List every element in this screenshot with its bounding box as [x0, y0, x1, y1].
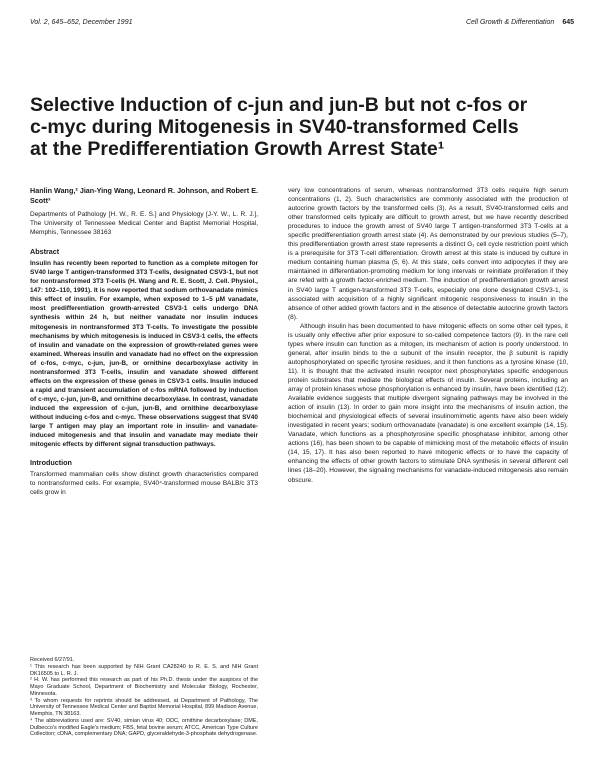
footnote-4: ⁴ The abbreviations used are: SV40, simian virus 40; ODC, ornithine decarboxylase; DME, Dulbecco's modified Eagle's medium; FBS, fetal bovine serum; ATCC, American Type Culture Collection; cDNA, complementary DNA; GAPD, glyceraldehyde-3-phosphate dehydrogenase.: [30, 717, 258, 738]
journal-citation: Vol. 2, 645–652, December 1991: [30, 19, 133, 26]
footnote-2: ² H. W. has performed this research as part of his Ph.D. thesis under the auspices of the Mayo Graduate School, Department of Biochemistry and Molecular Biology, Rochester, Minnesota.: [30, 677, 258, 697]
right-column: [288, 186, 568, 485]
left-column: [30, 186, 258, 497]
page-number: 645: [562, 19, 574, 26]
footnote-received: Received 6/27/91.: [30, 657, 75, 663]
abstract-heading: Abstract: [30, 247, 60, 257]
body-paragraph-2: Although insulin has been documented to have mitogenic effects on some other cell types, it is usually only effective after prior exposure to so-called competence factors (9). In the rare cell types where insulin can function as a mitogen, its mechanism of action is poorly understood. In general, after insulin binds to the α subunit of the insulin receptor, the β subunit is rapidly autophosphorylated on specific tyrosine residues, and it then functions as a tyrosine kinase (10, 11). It is thought that the activated insulin receptor next phosphorylates specific endogenous protein substrates that mediate the biological effects of insulin. Several proteins, including an array of protein kinases whose phosphorylation is enhanced by insulin, have been identified (12). Available evidence suggests that multiple divergent signaling pathways may be involved in the action of insulin (13). In order to gain more insight into the mechanisms of insulin action, the biochemical and physiological effects of several insulinomimetic agents have also been widely investigated in recent years; sodium orthovanadate (vanadate) is one excellent example (14, 15). Vanadate, which functions as a phosphotyrosine specific phosphatase inhibitor, among other actions (16), has been shown to be capable of mimicking most of the metabolic effects of insulin (14, 15, 17). It has also been reported to have mitogenic effects or to have the capacity of enhancing the effects of other growth factors to stimulate DNA synthesis in several different cell lines (18–20). However, the signaling mechanisms for vanadate-induced mitogenesis also remain obscure.: [288, 322, 568, 484]
article-title: Selective Induction of c-jun and jun-B but not c-fos or c-myc during Mitogenesis in SV40-transformed Cells at the Predifferentiation Growth Arrest State¹: [30, 94, 528, 160]
journal-name-and-page: [466, 19, 574, 26]
introduction-heading: Introduction: [30, 458, 72, 468]
author-affiliation: Departments of Pathology [H. W., R. E. S.] and Physiology [J-Y. W., L. R. J.], The University of Tennessee Medical Center and Baptist Memorial Hospital, Memphis, Tennessee 38163: [30, 211, 258, 237]
author-list: Hanlin Wang,² Jian-Ying Wang, Leonard R. Johnson, and Robert E. Scott³: [30, 186, 258, 205]
footnote-3: ³ To whom requests for reprints should be addressed, at Department of Pathology, The University of Tennessee Medical Center and Baptist Memorial Hospital, 899 Madison Avenue, Memphis, TN 38163.: [30, 697, 258, 717]
footnote-1: ¹ This research has been supported by NIH Grant CA28240 to R. E. S. and NIH Grant DK16505 to L. R. J.: [30, 663, 258, 677]
body-paragraph-1: very low concentrations of serum, whereas nontransformed 3T3 cells require high serum concentrations (1, 2). Such characteristics are commonly associated with the production of autocrine growth factors by the transformed cells (3). As a result, SV40-transformed cells and other transformed cells typically are difficult to growth arrest, but we have recently described procedures to induce the growth arrest of SV40 large T antigen-transformed 3T3 T-cells at a specific predifferentiation growth arrest state (4). As demonstrated by our previous studies (5–7), this predifferentiation growth arrest state represents a distinct G₁ cell cycle restriction point which is a prerequisite for 3T3 T-cell differentiation. Growth arrest at this state is induced by culture in medium containing human plasma (5, 6). At this state, cells convert into adipocytes if they are maintained in differentiation-promoting medium for long intervals or reinitiate proliferation if they are refed with a growth factor-enriched medium. The induction of predifferentiation growth arrest in SV40 large T antigen-transformed 3T3 T-cells, especially one clone designated CSV3-1, is associated with acquisition of a highly significant mitogenic responsiveness to insulin in the absence of other added growth factors and in the absence of detectable autocrine growth factors (8).: [288, 187, 568, 321]
footnotes: [30, 657, 258, 738]
journal-name: Cell Growth & Differentiation: [465, 19, 555, 26]
introduction-paragraph: Transformed mammalian cells show distinct growth characteristics compared to nontransformed cells. For example, SV40⁴-transformed mouse BALB/c 3T3 cells grow in: [30, 471, 258, 497]
abstract-text: Insulin has recently been reported to function as a complete mitogen for SV40 large T antigen-transformed 3T3 T-cells, designated CSV3-1, but not for nontransformed 3T3 T-cells (H. Wang and R. E. Scott, J. Cell. Physiol., 147: 102–110, 1991). It is now reported that sodium orthovanadate mimics this effect of insulin. For example, when exposed to 1–5 μM vanadate, most predifferentiation growth-arrested CSV3-1 cells undergo DNA synthesis within 24 h, but neither vanadate nor insulin induces mitogenesis in nontransformed 3T3 T-cells. To investigate the possible mechanisms by which mitogenesis is induced in CSV3-1 cells, the effects of insulin and vanadate on the expression of growth-related genes were examined. Whereas insulin and vanadate had no effect on the expression of c-fos, c-myc, c-jun, jun-B, or ornithine decarboxylase activity in nontransformed 3T3 T-cells, insulin and vanadate showed different effects on the expression of these genes in CSV3-1 cells. Insulin induced a rapid and transient accumulation of c-fos mRNA followed by induction of c-myc, c-jun, jun-B, and ornithine decarboxylase. In contrast, vanadate induced the expression of c-jun, jun-B, and ornithine decarboxylase without inducing c-fos and c-myc. These observations suggest that SV40 large T antigen may play an important role in insulin- and vanadate-induced mitogenesis and that insulin and vanadate may mediate their mitogenic effects by different signal transduction pathways.: [30, 260, 258, 449]
running-header: [30, 19, 574, 31]
